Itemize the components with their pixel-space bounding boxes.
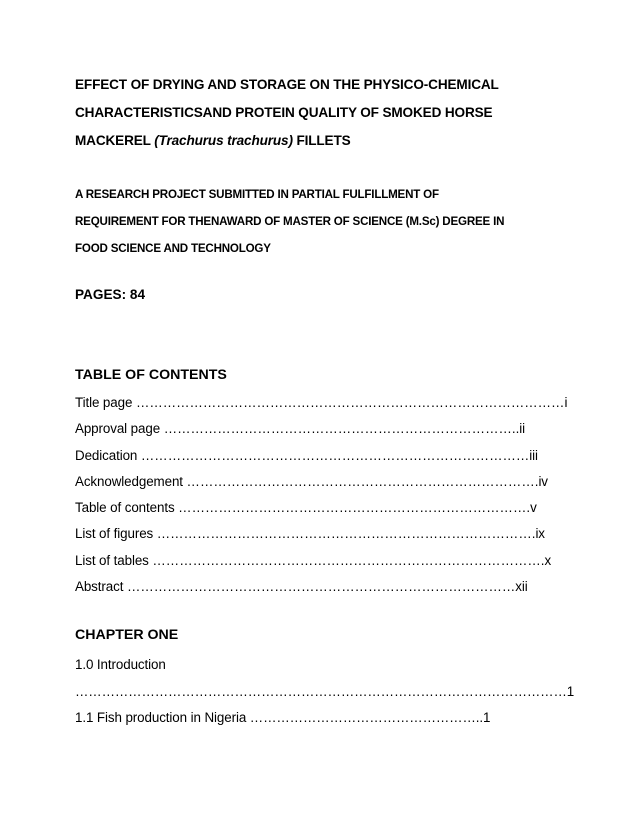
project-statement-line-1: A RESEARCH PROJECT SUBMITTED IN PARTIAL FULFILLMENT OF [75,188,439,201]
chapter-one-heading: CHAPTER ONE [75,627,179,643]
toc-entry-title-page [75,390,575,416]
chapter-entry-leader-line: …………………………………………………………………………………………………1 [75,683,575,699]
toc-entry-label: Dedication [75,447,141,463]
toc-entry-acknowledgement [75,469,575,495]
title-line-3-prefix: MACKEREL [75,133,155,148]
project-statement [75,181,575,262]
toc-entry-leader: ……………………………………………………………………. [186,473,539,489]
toc-entry-label: Acknowledgement [75,473,187,489]
toc-entry-page: ix [535,526,545,542]
toc-entry-list-of-figures [75,521,575,547]
toc-entry-label: Title page [75,395,136,410]
title-line-1: EFFECT OF DRYING AND STORAGE ON THE PHYSICO-CHEMICAL [75,77,499,92]
project-statement-line-2: REQUIREMENT FOR THENAWARD OF MASTER OF SCIENCE (M.Sc) DEGREE IN [75,215,505,228]
project-statement-line-3: FOOD SCIENCE AND TECHNOLOGY [75,242,271,255]
toc-entry-label: Table of contents [75,500,179,516]
toc-entry-page: i [564,395,568,410]
toc-entry-leader: …………………………………………………………………………………… [135,395,565,410]
toc-entry-page: x [544,552,552,568]
toc-heading: TABLE OF CONTENTS [75,367,227,383]
title-line-2: CHARACTERISTICSAND PROTEIN QUALITY OF SMOKED HORSE [75,105,493,120]
toc-entry-list-of-tables [75,548,575,574]
toc-entry-abstract [75,574,575,600]
toc-entry-page: xii [515,579,528,595]
toc-entry-dedication [75,443,575,469]
toc-entry-leader: ……………………………………………………………………………. [152,552,545,568]
toc-entry-label: Abstract [75,579,127,595]
toc-entry-leader: …………………………………………………………………………. [156,526,536,542]
title-line-3-suffix: FILLETS [292,133,351,148]
toc-list [75,390,575,600]
document-title [75,71,575,155]
toc-entry-approval-page [75,416,575,442]
toc-entry-leader: …………………………………………………………………….. [163,421,520,437]
toc-entry-leader: …………………………………………………………………………… [126,579,516,595]
toc-entry-table-of-contents [75,495,575,521]
title-line-3 [75,127,575,155]
toc-entry-page: v [530,500,537,516]
scientific-name: (Trachurus trachurus) [154,133,293,148]
toc-entry-label: List of tables [75,552,153,568]
page-count: PAGES: 84 [75,287,146,302]
toc-entry-page: iv [538,473,548,489]
toc-entry-leader: ……………………………………………………………………. [178,500,531,516]
toc-entry-page: ii [519,421,526,437]
chapter-entry-fish-production: 1.1 Fish production in Nigeria ……………………………………………..1 [75,710,491,725]
toc-entry-label: List of figures [75,526,157,542]
chapter-one-list [75,652,575,732]
toc-entry-page: iii [529,447,538,463]
chapter-entry-introduction: 1.0 Introduction [75,657,166,672]
toc-entry-label: Approval page [75,421,164,437]
toc-entry-leader: …………………………………………………………………………… [140,447,530,463]
